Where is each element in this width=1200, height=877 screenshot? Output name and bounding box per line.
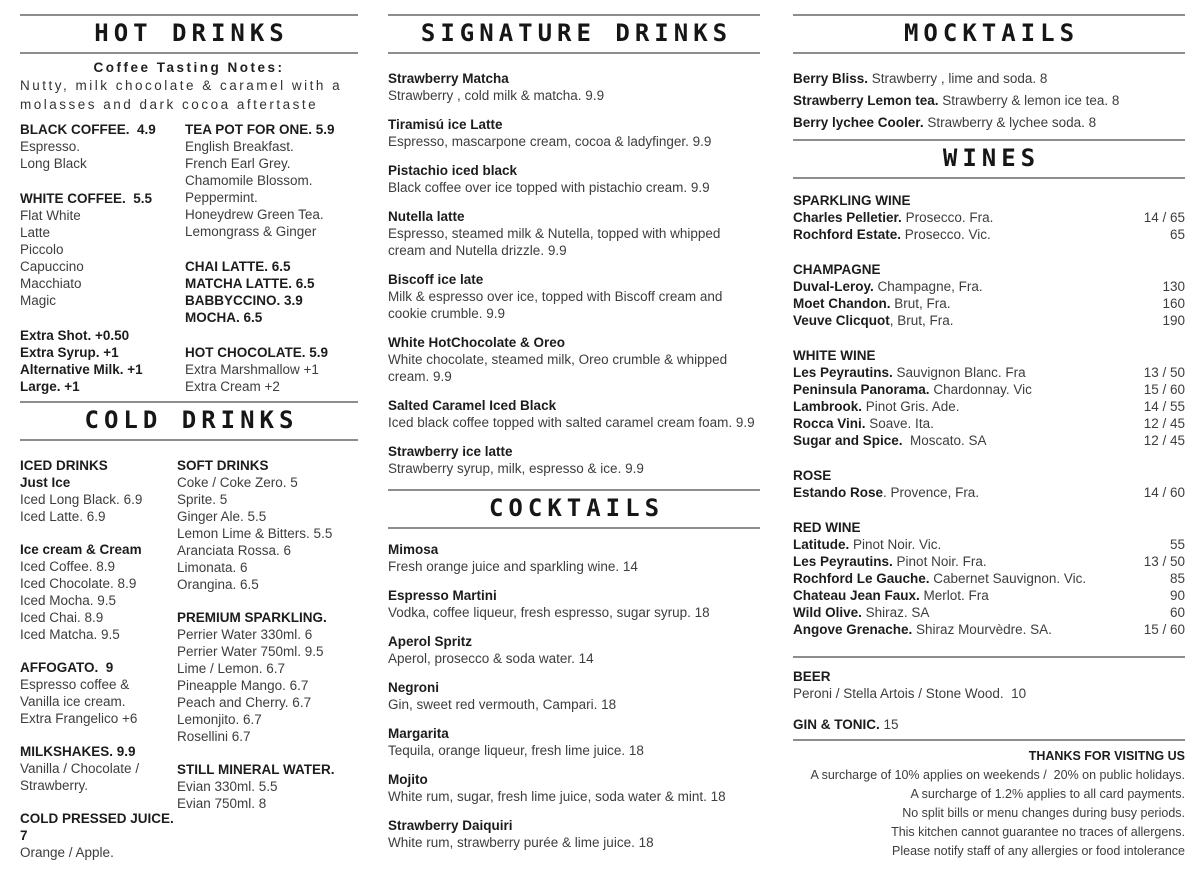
column-signature-cocktails [388, 0, 760, 863]
cocktails-list [388, 541, 760, 851]
menu-line: Lemongrass & Ginger [185, 224, 317, 239]
menu-line: Capuccino [20, 259, 84, 274]
menu-line: Iced Coffee. 8.9 [20, 559, 116, 574]
menu-group [20, 810, 177, 861]
wine-name-desc [793, 604, 1162, 621]
wine-price: 130 [1162, 279, 1185, 294]
wine-name-desc [793, 432, 1136, 449]
mocktail-row [793, 114, 1185, 131]
menu-line: Limonata. 6 [177, 560, 248, 575]
beer-options: Peroni / Stella Artois / Stone Wood. 10 [793, 686, 1027, 701]
menu-line: Perrier Water 330ml. 6 [177, 627, 313, 642]
wine-desc: Chardonnay. Vic [929, 382, 1032, 397]
menu-item-description: Iced black coffee topped with salted caramel cream foam. 9.9 [388, 415, 755, 430]
wine-group [793, 192, 1185, 243]
wine-row [793, 415, 1185, 432]
wine-name-desc [793, 570, 1162, 587]
cold-drinks-subcolumn [20, 457, 177, 877]
gin-tonic-name: GIN & TONIC. [793, 717, 880, 732]
mocktail-desc: Strawberry , lime and soda. 8 [868, 71, 1048, 86]
wine-row [793, 553, 1185, 570]
menu-line: CHAI LATTE. 6.5 [185, 259, 291, 274]
wine-desc: Prosecco. Fra. [901, 210, 994, 225]
wine-price: 13 / 50 [1143, 365, 1185, 380]
wine-row [793, 432, 1185, 449]
menu-group [185, 258, 358, 326]
wine-name-desc [793, 209, 1136, 226]
menu-group [20, 659, 177, 727]
wine-row [793, 587, 1185, 604]
menu-line: TEA POT FOR ONE. 5.9 [185, 122, 335, 137]
wine-desc: Pinot Gris. Ade. [862, 399, 960, 414]
footer-title: THANKS FOR VISITNG US [1028, 749, 1185, 763]
wine-name: Moet Chandon. [793, 296, 891, 311]
mocktail-row [793, 92, 1185, 109]
wine-name: Angove Grenache. [793, 622, 913, 637]
wine-group-heading: WHITE WINE [793, 348, 876, 363]
menu-line: SOFT DRINKS [177, 458, 269, 473]
menu-item [388, 116, 760, 150]
menu-line: Peppermint. [185, 190, 258, 205]
menu-item-description: Fresh orange juice and sparkling wine. 14 [388, 559, 638, 574]
footer-line: Please notify staff of any allergies or food intolerance [892, 844, 1185, 858]
wine-row [793, 604, 1185, 621]
wine-group [793, 347, 1185, 449]
footer-line: This kitchen cannot guarantee no traces of allergens. [891, 825, 1185, 839]
wine-name-desc [793, 312, 1154, 329]
menu-line: French Earl Grey. [185, 156, 291, 171]
mocktail-name: Strawberry Lemon tea. [793, 93, 939, 108]
wine-price: 12 / 45 [1143, 433, 1185, 448]
menu-item [388, 443, 760, 477]
wine-desc: Brut, Fra. [890, 296, 951, 311]
wine-price: 14 / 65 [1143, 210, 1185, 225]
wine-desc: . Provence, Fra. [883, 485, 980, 500]
menu-item-name: Strawberry Daiquiri [388, 818, 513, 833]
mocktail-desc: Strawberry & lemon ice tea. 8 [938, 93, 1120, 108]
coffee-tasting-notes [20, 59, 358, 114]
gin-tonic-price: 15 [879, 717, 899, 732]
wine-row [793, 398, 1185, 415]
hot-drinks-subcolumn [185, 121, 358, 395]
wine-name: Chateau Jean Faux. [793, 588, 920, 603]
wine-name: Les Peyrautins. [793, 365, 893, 380]
menu-item-name: Mojito [388, 772, 428, 787]
menu-line: Piccolo [20, 242, 64, 257]
menu-item-description: White rum, strawberry purée & lime juice. 18 [388, 835, 654, 850]
menu-item [388, 679, 760, 713]
wine-price: 14 / 60 [1143, 485, 1185, 500]
wine-name-desc [793, 415, 1136, 432]
section-header-cold-drinks: COLD DRINKS [20, 401, 358, 441]
wine-name-desc [793, 484, 1136, 501]
wine-name: Rochford Estate. [793, 227, 902, 242]
menu-line: Coke / Coke Zero. 5 [177, 475, 298, 490]
wine-name-desc [793, 295, 1154, 312]
menu-item-name: Mimosa [388, 542, 439, 557]
menu-line: Evian 750ml. 8 [177, 796, 267, 811]
menu-item-name: Nutella latte [388, 209, 465, 224]
menu-line: COLD PRESSED JUICE. 7 [20, 811, 178, 843]
menu-group [20, 457, 177, 525]
wine-desc: Shiraz Mourvèdre. SA. [912, 622, 1052, 637]
menu-item-description: Tequila, orange liqueur, fresh lime juice. 18 [388, 743, 644, 758]
menu-line: Ginger Ale. 5.5 [177, 509, 267, 524]
menu-line: Latte [20, 225, 51, 240]
menu-line: Large. +1 [20, 379, 80, 394]
menu-line: Iced Matcha. 9.5 [20, 627, 120, 642]
wine-name: Rochford Le Gauche. [793, 571, 930, 586]
menu-item-description: White chocolate, steamed milk, Oreo crumble & whipped cream. 9.9 [388, 352, 731, 384]
menu-line: Lemon Lime & Bitters. 5.5 [177, 526, 333, 541]
menu-group [20, 743, 177, 794]
menu-line: Sprite. 5 [177, 492, 228, 507]
tasting-notes-title: Coffee Tasting Notes: [93, 60, 285, 75]
menu-line: Pineapple Mango. 6.7 [177, 678, 309, 693]
menu-line: WHITE COFFEE. 5.5 [20, 191, 153, 206]
wine-row [793, 621, 1185, 638]
wine-row [793, 364, 1185, 381]
menu-item [388, 587, 760, 621]
wine-desc: Pinot Noir. Vic. [849, 537, 942, 552]
footer-lines [793, 766, 1185, 861]
menu-line: Long Black [20, 156, 87, 171]
menu-group [185, 121, 358, 240]
wine-row [793, 570, 1185, 587]
section-header-wines: WINES [793, 139, 1185, 179]
menu-line: Iced Mocha. 9.5 [20, 593, 117, 608]
menu-line: BABBYCCINO. 3.9 [185, 293, 303, 308]
wine-price: 90 [1169, 588, 1185, 603]
menu-line: Vanilla / Chocolate / [20, 761, 140, 776]
wine-row [793, 295, 1185, 312]
menu-line: Aranciata Rossa. 6 [177, 543, 292, 558]
menu-line: Evian 330ml. 5.5 [177, 779, 278, 794]
wine-name-desc [793, 536, 1162, 553]
menu-line: Honeydrew Green Tea. [185, 207, 324, 222]
wine-name: Estando Rose [793, 485, 884, 500]
menu-group [20, 121, 185, 172]
menu-line: Ice cream & Cream [20, 542, 142, 557]
menu-item [388, 334, 760, 385]
menu-line: MATCHA LATTE. 6.5 [185, 276, 315, 291]
menu-item-name: Negroni [388, 680, 440, 695]
menu-item-description: Espresso, steamed milk & Nutella, topped with whipped cream and Nutella drizzle. 9.9 [388, 226, 725, 258]
wine-row [793, 312, 1185, 329]
wine-price: 190 [1162, 313, 1185, 328]
footer-notes [793, 747, 1185, 861]
wine-desc: Shiraz. SA [861, 605, 930, 620]
menu-line: Iced Chocolate. 8.9 [20, 576, 137, 591]
menu-item-name: Salted Caramel Iced Black [388, 398, 557, 413]
menu-line: STILL MINERAL WATER. [177, 762, 335, 777]
menu-item-description: Strawberry syrup, milk, espresso & ice. 9.9 [388, 461, 644, 476]
menu-item [388, 208, 760, 259]
wine-group-heading: CHAMPAGNE [793, 262, 881, 277]
menu-item-description: Espresso, mascarpone cream, cocoa & ladyfinger. 9.9 [388, 134, 712, 149]
menu-line: Lemonjito. 6.7 [177, 712, 262, 727]
menu-line: HOT CHOCOLATE. 5.9 [185, 345, 329, 360]
wine-desc: Champagne, Fra. [873, 279, 983, 294]
wine-name: Wild Olive. [793, 605, 862, 620]
menu-item [388, 725, 760, 759]
footer-line: A surcharge of 10% applies on weekends / 20% on public holidays. [810, 768, 1185, 782]
menu-line: Orangina. 6.5 [177, 577, 259, 592]
divider-rule [793, 656, 1185, 658]
menu-group [20, 541, 177, 643]
wine-price: 15 / 60 [1143, 382, 1185, 397]
wine-name-desc [793, 364, 1136, 381]
wine-row [793, 536, 1185, 553]
menu-line: Macchiato [20, 276, 82, 291]
wine-rows [793, 536, 1185, 638]
menu-line: Iced Chai. 8.9 [20, 610, 104, 625]
mocktail-name: Berry Bliss. [793, 71, 869, 86]
menu-item-name: Espresso Martini [388, 588, 497, 603]
footer-line: A surcharge of 1.2% applies to all card payments. [910, 787, 1185, 801]
wine-desc: Merlot. Fra [919, 588, 989, 603]
hot-drinks-grid [20, 121, 358, 395]
mocktail-name: Berry lychee Cooler. [793, 115, 924, 130]
menu-item-name: Biscoff ice late [388, 272, 484, 287]
column-mocktails-wines [793, 0, 1185, 861]
menu-line: ICED DRINKS [20, 458, 108, 473]
menu-line: Extra Syrup. +1 [20, 345, 119, 360]
menu-item [388, 162, 760, 196]
wine-row [793, 209, 1185, 226]
wine-rows [793, 484, 1185, 501]
beer-heading: BEER [793, 669, 831, 684]
menu-line: Espresso coffee & [20, 677, 130, 692]
wine-price: 85 [1169, 571, 1185, 586]
menu-line: BLACK COFFEE. 4.9 [20, 122, 156, 137]
menu-group [177, 609, 358, 745]
wine-price: 55 [1169, 537, 1185, 552]
menu-item-name: Aperol Spritz [388, 634, 473, 649]
wine-name: Veuve Clicquot [793, 313, 890, 328]
column-hot-cold-drinks [20, 0, 358, 877]
menu-line: Extra Cream +2 [185, 379, 280, 394]
menu-line: Perrier Water 750ml. 9.5 [177, 644, 324, 659]
wine-group-heading: ROSE [793, 468, 832, 483]
mocktail-desc: Strawberry & lychee soda. 8 [923, 115, 1097, 130]
menu-item [388, 70, 760, 104]
beer-section [793, 668, 1185, 702]
menu-line: Extra Shot. +0.50 [20, 328, 130, 343]
wine-price: 14 / 55 [1143, 399, 1185, 414]
wine-group [793, 467, 1185, 501]
menu-line: Peach and Cherry. 6.7 [177, 695, 312, 710]
wine-rows [793, 278, 1185, 329]
wine-name: Duval-Leroy. [793, 279, 874, 294]
menu-line: Strawberry. [20, 778, 89, 793]
menu-line: Iced Long Black. 6.9 [20, 492, 143, 507]
menu-line: MOCHA. 6.5 [185, 310, 263, 325]
menu-item-name: Tiramisú ice Latte [388, 117, 503, 132]
wine-desc: Moscato. SA [902, 433, 987, 448]
wine-row [793, 484, 1185, 501]
menu-line: Alternative Milk. +1 [20, 362, 143, 377]
section-header-hot-drinks: HOT DRINKS [20, 14, 358, 54]
menu-item [388, 633, 760, 667]
wine-price: 65 [1169, 227, 1185, 242]
menu-item-name: Strawberry Matcha [388, 71, 509, 86]
menu-item-description: Vodka, coffee liqueur, fresh espresso, sugar syrup. 18 [388, 605, 710, 620]
menu-line: Orange / Apple. [20, 845, 114, 860]
menu-item-description: White rum, sugar, fresh lime juice, soda water & mint. 18 [388, 789, 726, 804]
section-header-signature-drinks: SIGNATURE DRINKS [388, 14, 760, 54]
menu-line: Just Ice [20, 475, 71, 490]
wine-desc: Sauvignon Blanc. Fra [892, 365, 1026, 380]
wine-name-desc [793, 587, 1162, 604]
wine-name: Peninsula Panorama. [793, 382, 930, 397]
menu-group [177, 457, 358, 593]
mocktails-list [793, 70, 1185, 131]
menu-item-name: White HotChocolate & Oreo [388, 335, 566, 350]
wine-name: Rocca Vini. [793, 416, 866, 431]
wine-name-desc [793, 398, 1136, 415]
wine-rows [793, 209, 1185, 243]
menu-group [177, 761, 358, 812]
menu-item-description: Strawberry , cold milk & matcha. 9.9 [388, 88, 605, 103]
menu-group [20, 327, 185, 395]
menu-line: Vanilla ice cream. [20, 694, 126, 709]
menu-item [388, 817, 760, 851]
wine-price: 60 [1169, 605, 1185, 620]
menu-line: Lime / Lemon. 6.7 [177, 661, 286, 676]
wine-name: Lambrook. [793, 399, 863, 414]
menu-line: Rosellini 6.7 [177, 729, 251, 744]
hot-drinks-subcolumn [20, 121, 185, 395]
wine-group-heading: SPARKLING WINE [793, 193, 911, 208]
menu-item-description: Gin, sweet red vermouth, Campari. 18 [388, 697, 617, 712]
menu-line: Chamomile Blossom. [185, 173, 313, 188]
wine-name-desc [793, 278, 1154, 295]
wine-group [793, 519, 1185, 638]
menu-line: AFFOGATO. 9 [20, 660, 114, 675]
menu-item-name: Margarita [388, 726, 449, 741]
menu-line: PREMIUM SPARKLING. [177, 610, 327, 625]
cold-drinks-grid [20, 457, 358, 877]
menu-line: Magic [20, 293, 57, 308]
wine-name: Les Peyrautins. [793, 554, 893, 569]
menu-line: Flat White [20, 208, 81, 223]
wine-row [793, 278, 1185, 295]
wine-name: Sugar and Spice. [793, 433, 903, 448]
wine-desc: Cabernet Sauvignon. Vic. [929, 571, 1087, 586]
wine-row [793, 381, 1185, 398]
menu-group [185, 344, 358, 395]
wine-name-desc [793, 621, 1136, 638]
menu-item-description: Aperol, prosecco & soda water. 14 [388, 651, 594, 666]
wine-desc: Pinot Noir. Fra. [892, 554, 987, 569]
section-header-mocktails: MOCKTAILS [793, 14, 1185, 54]
signature-drinks-list [388, 70, 760, 477]
menu-line: Extra Marshmallow +1 [185, 362, 319, 377]
menu-line: Iced Latte. 6.9 [20, 509, 106, 524]
wine-group [793, 261, 1185, 329]
wine-name: Latitude. [793, 537, 850, 552]
wine-price: 12 / 45 [1143, 416, 1185, 431]
menu-line: MILKSHAKES. 9.9 [20, 744, 136, 759]
menu-group [20, 190, 185, 309]
wine-rows [793, 364, 1185, 449]
footer-line: No split bills or menu changes during busy periods. [902, 806, 1185, 820]
menu-item [388, 541, 760, 575]
wine-price: 15 / 60 [1143, 622, 1185, 637]
menu-line: Extra Frangelico +6 [20, 711, 138, 726]
wine-name-desc [793, 553, 1136, 570]
gin-tonic-row [793, 716, 1185, 733]
menu-item [388, 271, 760, 322]
menu-line: Espresso. [20, 139, 81, 154]
tasting-notes-body: Nutty, milk chocolate & caramel with a molasses and dark cocoa aftertaste [20, 78, 349, 112]
menu-item-description: Milk & espresso over ice, topped with Biscoff cream and cookie crumble. 9.9 [388, 289, 727, 321]
menu-item-description: Black coffee over ice topped with pistachio cream. 9.9 [388, 180, 710, 195]
menu-item-name: Strawberry ice latte [388, 444, 513, 459]
wine-desc: Prosecco. Vic. [901, 227, 991, 242]
wine-desc: Soave. Ita. [865, 416, 934, 431]
wine-price: 13 / 50 [1143, 554, 1185, 569]
divider-rule [793, 739, 1185, 741]
wine-desc: , Brut, Fra. [889, 313, 954, 328]
mocktail-row [793, 70, 1185, 87]
wine-row [793, 226, 1185, 243]
section-header-cocktails: COCKTAILS [388, 489, 760, 529]
wine-name-desc [793, 226, 1162, 243]
wine-price: 160 [1162, 296, 1185, 311]
cold-drinks-subcolumn [177, 457, 358, 877]
wine-group-heading: RED WINE [793, 520, 861, 535]
menu-line: English Breakfast. [185, 139, 294, 154]
wine-name-desc [793, 381, 1136, 398]
menu-item [388, 397, 760, 431]
menu-item-name: Pistachio iced black [388, 163, 518, 178]
wine-name: Charles Pelletier. [793, 210, 902, 225]
menu-item [388, 771, 760, 805]
wines-list [793, 192, 1185, 638]
